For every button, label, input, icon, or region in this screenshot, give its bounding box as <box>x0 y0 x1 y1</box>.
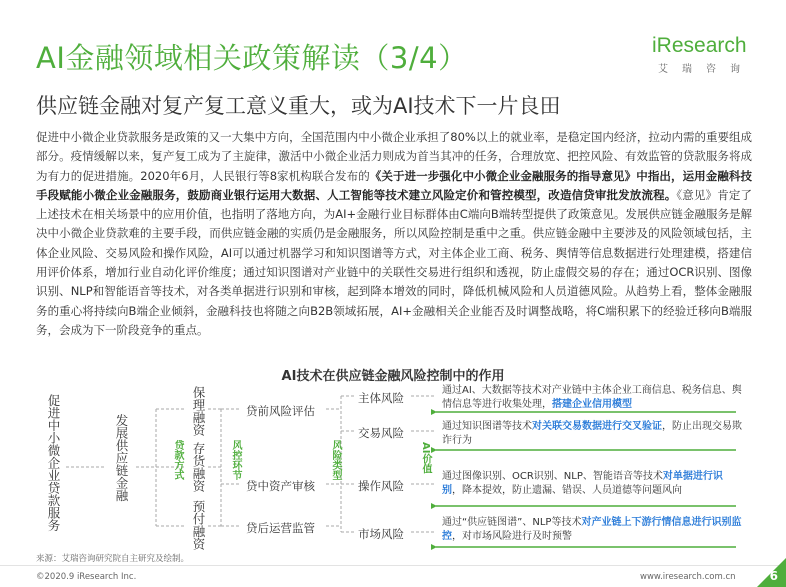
control-link-mid: 贷中资产审核 <box>246 479 315 493</box>
risk-type-operation: 操作风险 <box>358 479 404 493</box>
loan-type-inventory: 存货融资 <box>191 442 206 492</box>
page-number: 6 <box>769 569 778 583</box>
loan-type-prepaid: 预付融资 <box>191 500 206 550</box>
develop-node: 发展供应链金融 <box>114 414 129 502</box>
body-text-part-1: 促进中小微企业贷款服务是政策的又一大集中方向，全国范围内中小微企业承担了80%以上的就业率，是稳定国内经济，拉动内需的重要组成部分。疫情缓解以来，复产复工成为了主旋律，激活中小微企业活力则成为首当其冲的任务，合理放宽、把控风险、有效监管的贷款服务将成为有力的促进措施。2020年6月，人民银行等8家机构联合发布的 <box>36 130 752 183</box>
control-link-label: 风控环节 <box>230 440 241 480</box>
footer-divider <box>0 565 786 566</box>
body-paragraph <box>36 128 752 340</box>
page-subtitle: 供应链金融对复产复工意义重大，或为AI技术下一片良田 <box>36 94 561 118</box>
risk-type-transaction: 交易风险 <box>358 426 404 440</box>
ai-value-label: AI价值 <box>420 442 431 474</box>
risk-type-market: 市场风险 <box>358 527 404 541</box>
logo-main-text: iResearch <box>652 34 747 57</box>
root-node: 促进中小微企业贷款服务 <box>46 394 61 532</box>
footer-copyright: ©2020.9 iResearch Inc. <box>36 572 137 582</box>
diagram-title: AI技术在供应链金融风险控制中的作用 <box>281 369 505 384</box>
page-number-badge <box>757 558 786 587</box>
loan-type-label: 贷款方式 <box>172 440 183 480</box>
body-text-part-2: 《意见》肯定了上述技术在相关场景中的应用价值，也指明了落地方向，为AI+金融行业目标群体由C端向B端转型提供了政策意见。发展供应链金融服务是解决中小微企业贷款难的主要手段，而供应链金融的实质仍是金融服务，所以风险控制是重中之重。供应链金融中主要涉及的风险领域包括，主体企业风险、交易风险和操作风险，AI可以通过机器学习和知识图谱等方式，对主体企业工商、税务、舆情等信息数据进行处理建模，搭建信用评价体系，增加行业自动化评价维度；通过知识图谱对产业链中的关联性交易进行组织和透视，防止虚假交易的存在；通过OCR识别、图像识别、NLP和智能语音等技术，对各类单据进行识别和审核，起到降本增效的同时，降低机械风险和人员道德风险。从趋势上看，整体金融服务的重心将持续向B端企业倾斜，金融科技也将随之向B2B领域拓展，AI+金融相关企业能否及时调整战略，将C端积累下的经验迁移向B端服务，会成为下一阶段竞争的重点。 <box>36 187 753 337</box>
ai-value-entity: 通过AI、大数据等技术对产业链中主体企业工商信息、税务信息、舆情信息等进行收集处理，搭建企业信用模型 <box>442 385 742 410</box>
loan-type-factoring: 保理融资 <box>191 386 206 436</box>
ai-value-transaction: 通过知识图谱等技术对关联交易数据进行交叉验证，防止出现交易欺诈行为 <box>442 421 742 446</box>
logo-sub-text: 艾瑞咨询 <box>658 64 754 75</box>
ai-value-operation: 通过图像识别、OCR识别、NLP、智能语音等技术对单据进行识别，降本提效，防止遗漏、错误、人员道德等问题风向 <box>442 471 723 496</box>
footer-url: www.iresearch.com.cn <box>640 572 736 582</box>
control-link-pre: 贷前风险评估 <box>246 404 315 418</box>
risk-type-label: 风险类型 <box>330 440 341 480</box>
risk-type-entity: 主体风险 <box>358 391 404 405</box>
control-link-post: 贷后运营监管 <box>246 521 315 535</box>
body-text-bold: 《关于进一步强化中小微企业金融服务的指导意见》中指出，运用金融科技手段赋能小微企业金融服务，鼓励商业银行运用大数据、人工智能等技术建立风险定价和管控模型，改造信贷审批发放流程。 <box>36 168 752 202</box>
page-title: AI金融领域相关政策解读（3/4） <box>36 41 468 75</box>
risk-control-diagram <box>36 384 752 550</box>
iresearch-logo <box>652 34 762 82</box>
source-note: 来源：艾瑞咨询研究院自主研究及绘制。 <box>36 554 190 564</box>
ai-value-market: 通过“供应链图谱”、NLP等技术对产业链上下游行情信息进行识别监控，对市场风险进行及时预警 <box>442 517 742 542</box>
